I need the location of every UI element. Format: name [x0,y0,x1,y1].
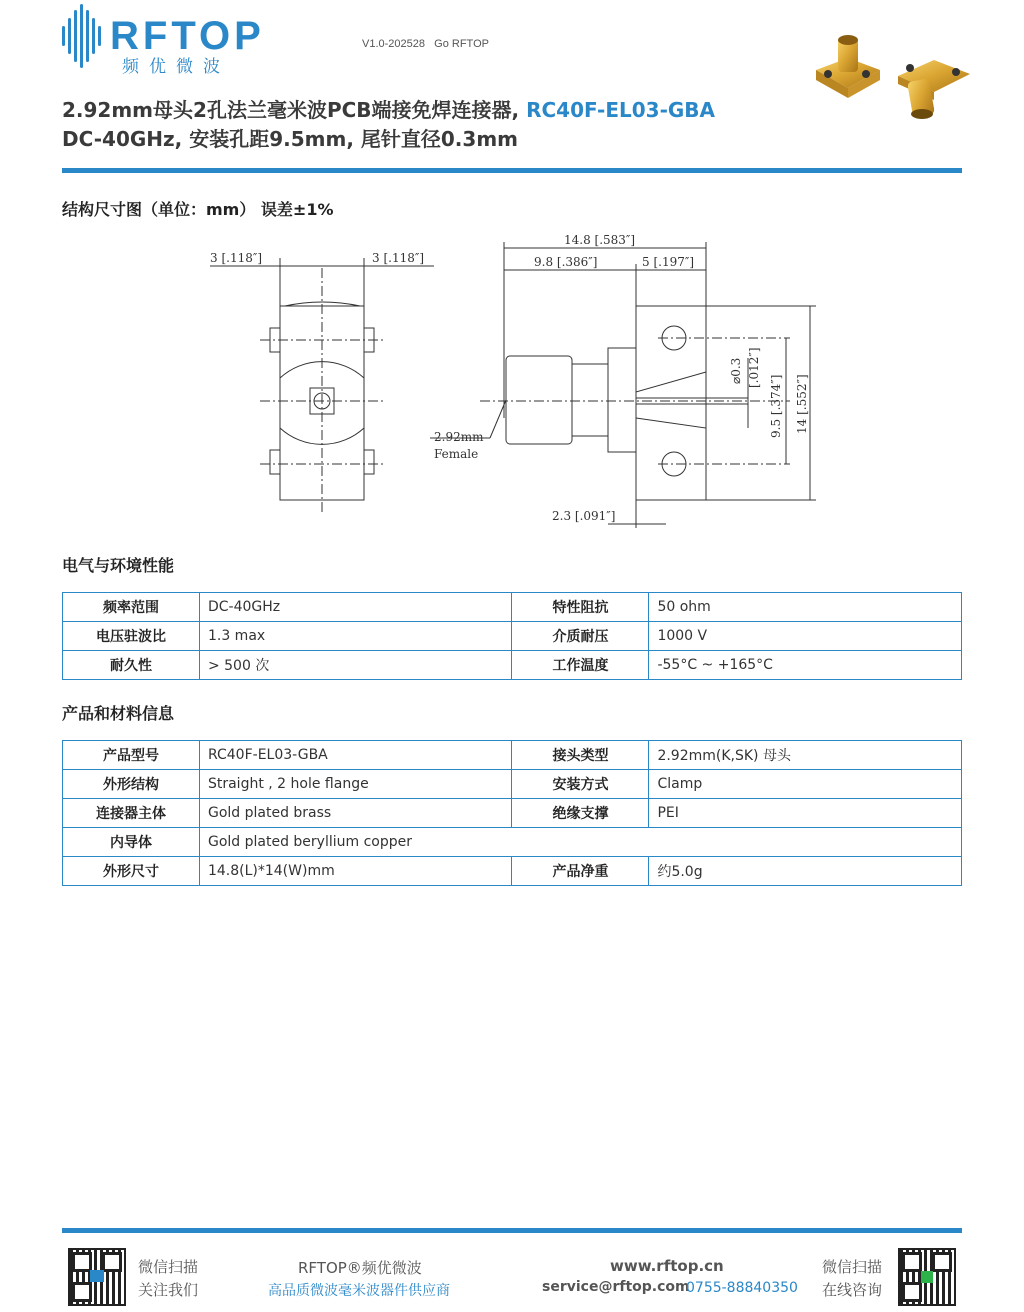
label-cell: 产品型号 [63,741,200,770]
dim-total-length: 14.8 [.583″] [564,233,636,247]
logo-text: RFTOP [110,14,265,58]
dim-interface: 2.92mm [434,430,484,444]
value-cell: Straight , 2 hole flange [199,770,512,799]
wechat-scan-label-2: 微信扫描 [822,1258,883,1276]
value-cell: 2.92mm(K,SK) 母头 [649,741,962,770]
label-cell: 绝缘支撑 [512,799,649,828]
table-row [63,593,962,622]
footer-divider [62,1228,962,1233]
table-row [63,651,962,680]
material-heading: 产品和材料信息 [62,704,175,723]
label-cell: 介质耐压 [512,622,649,651]
follow-us-label: 关注我们 [138,1281,199,1299]
electrical-table [62,592,962,680]
dim-left-b: 3 [.118″] [372,251,425,265]
logo-subtitle: 频优微波 [122,57,230,77]
table-row [63,741,962,770]
email-link[interactable]: service@rftop.com [542,1279,690,1295]
dim-hole-spacing: 9.5 [.374″] [769,374,783,438]
dim-pin-diameter: ⌀0.3 [729,357,743,384]
value-cell: 14.8(L)*14(W)mm [199,857,512,886]
table-row [63,622,962,651]
label-cell: 接头类型 [512,741,649,770]
drawing-heading: 结构尺寸图（单位：mm） 误差±1% [62,200,334,219]
table-row [63,828,962,857]
page-title [62,96,822,124]
table-row [63,857,962,886]
value-cell: Clamp [649,770,962,799]
value-cell: Gold plated beryllium copper [199,828,961,857]
label-cell: 工作温度 [512,651,649,680]
value-cell: Gold plated brass [199,799,512,828]
label-cell: 外形尺寸 [63,857,200,886]
electrical-heading: 电气与环境性能 [62,556,175,575]
title-prefix: 2.92mm母头2孔法兰毫米波PCB端接免焊连接器, [62,98,527,122]
consult-label: 在线咨询 [822,1281,883,1299]
wechat-scan-label: 微信扫描 [138,1258,199,1276]
footer-slogan: 高品质微波毫米波器件供应商 [268,1283,450,1299]
label-cell: 特性阻抗 [512,593,649,622]
material-table [62,740,962,886]
label-cell: 耐久性 [63,651,200,680]
value-cell: -55°C ~ +165°C [649,651,962,680]
dim-width: 14 [.552″] [795,374,809,434]
version-label: V1.0-202528 Go RFTOP [362,38,489,50]
value-cell: 1000 V [649,622,962,651]
label-cell: 产品净重 [512,857,649,886]
dim-tail: 2.3 [.091″] [552,509,616,523]
table-row [63,799,962,828]
label-cell: 频率范围 [63,593,200,622]
page-subtitle: DC-40GHz, 安装孔距9.5mm, 尾针直径0.3mm [62,127,519,151]
label-cell: 电压驻波比 [63,622,200,651]
label-cell: 连接器主体 [63,799,200,828]
value-cell: PEI [649,799,962,828]
dimension-drawing [190,228,830,528]
logo-mark [62,4,108,70]
value-cell: > 500 次 [199,651,512,680]
dim-length-b: 5 [.197″] [642,255,695,269]
value-cell: 1.3 max [199,622,512,651]
website-link[interactable]: www.rftop.cn [610,1257,724,1275]
label-cell: 外形结构 [63,770,200,799]
label-cell: 内导体 [63,828,200,857]
value-cell: 50 ohm [649,593,962,622]
value-cell: RC40F-EL03-GBA [199,741,512,770]
phone-number[interactable]: 0755-88840350 [686,1280,798,1296]
dim-left-a: 3 [.118″] [210,251,263,265]
table-row [63,770,962,799]
qr-code-follow[interactable] [68,1248,126,1306]
label-cell: 安装方式 [512,770,649,799]
product-photo [808,30,976,122]
value-cell: DC-40GHz [199,593,512,622]
dim-gender: Female [434,447,479,461]
qr-code-consult[interactable] [898,1248,956,1306]
footer-brand: RFTOP®频优微波 [298,1259,422,1277]
header-divider [62,168,962,173]
value-cell: 约5.0g [649,857,962,886]
title-model: RC40F-EL03-GBA [526,98,716,122]
dim-length-a: 9.8 [.386″] [534,255,598,269]
dim-pin-diameter-inch: [.012″] [747,347,761,388]
